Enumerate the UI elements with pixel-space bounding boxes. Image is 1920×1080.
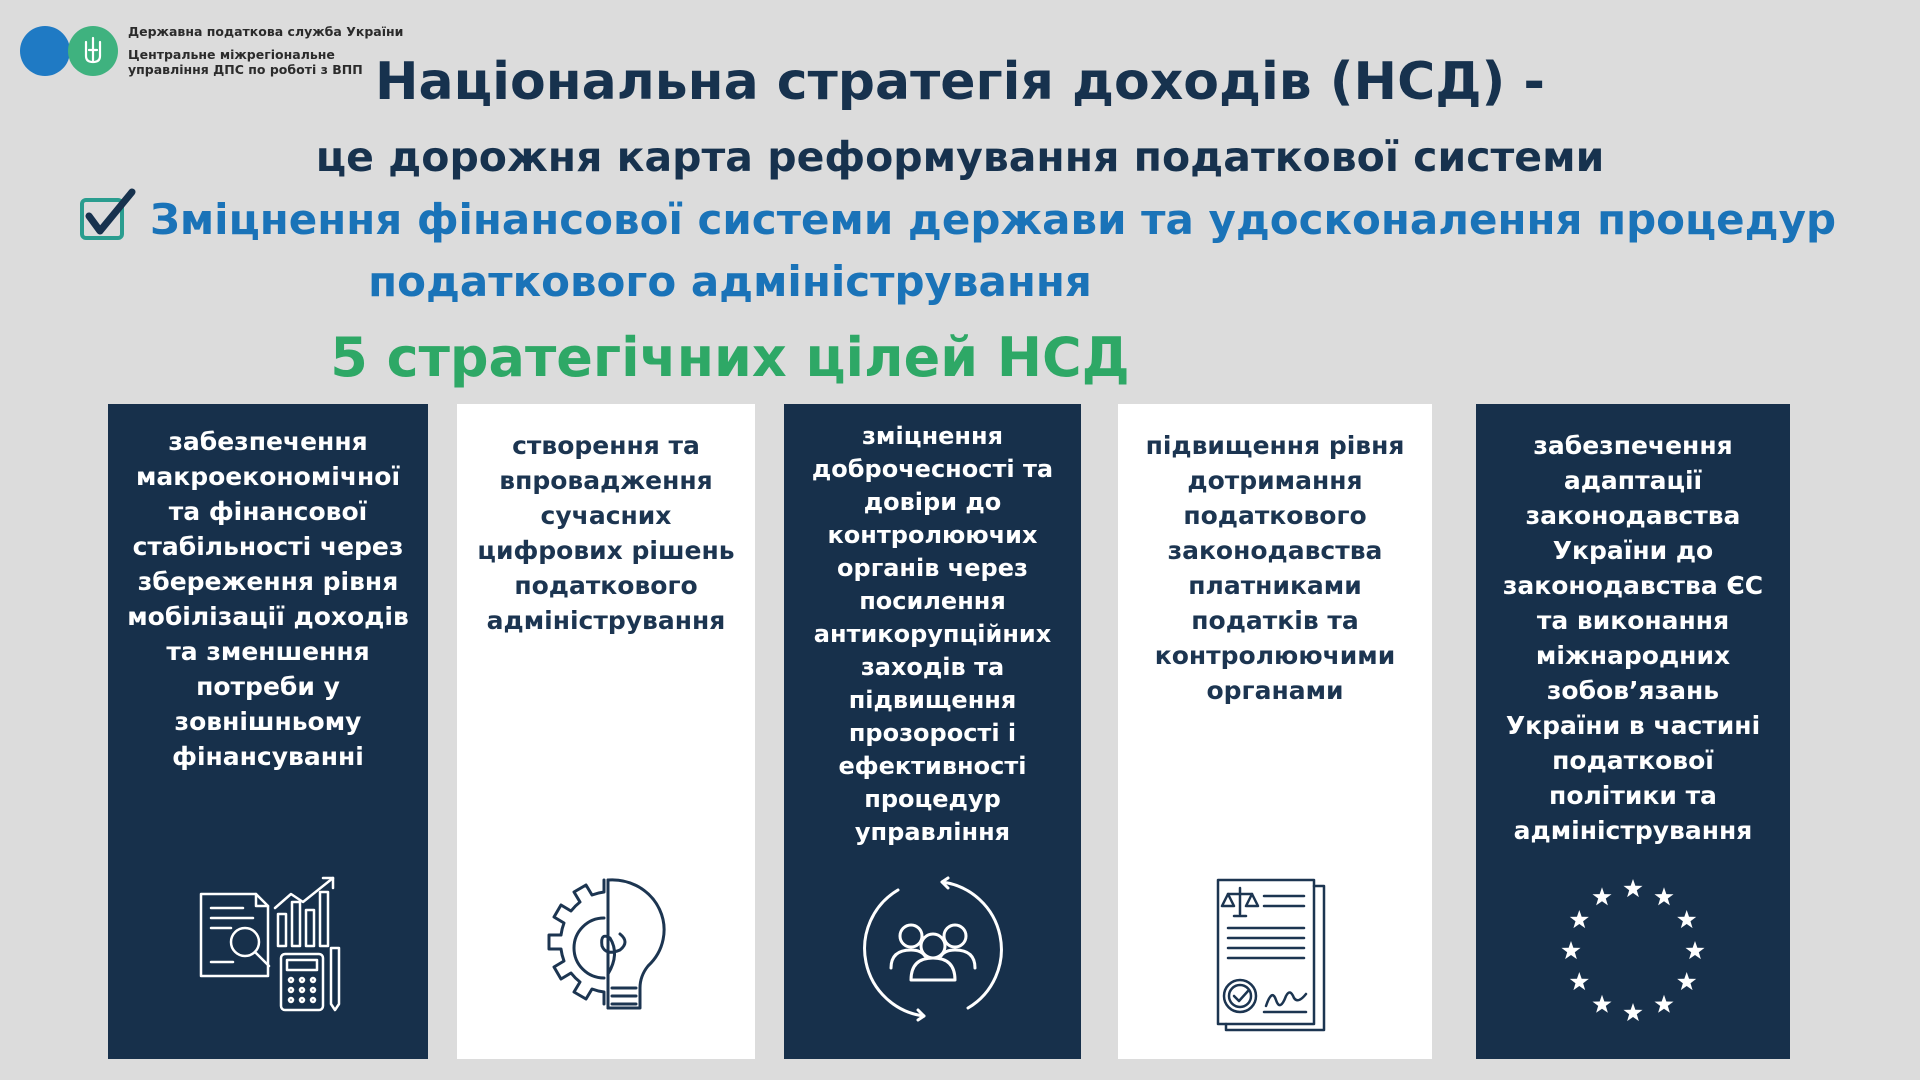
eu-star (1654, 995, 1673, 1013)
goal-text: забезпечення макроекономічної та фінансової стабільності через збереження рівня мобілізації доходів та зменшення потреби у зовнішньому фінансуванні (127, 427, 409, 771)
team-cycle-icon (858, 874, 1008, 1024)
eu-star (1654, 887, 1673, 905)
goal-card-1 (108, 404, 428, 1059)
eu-star (1570, 972, 1589, 990)
eu-star (1685, 941, 1704, 959)
goals-heading: 5 стратегічних цілей НСД (330, 326, 1130, 389)
eu-star (1561, 941, 1580, 959)
eu-stars-icon (1558, 876, 1708, 1026)
goal-card-5 (1476, 404, 1790, 1059)
goal-text: зміцнення доброчесності та довіри до контролюючих органів через посилення антикорупційних заходів та підвищення прозорості і ефективності процедур управління (811, 422, 1054, 846)
eu-star (1570, 910, 1589, 928)
eu-star (1623, 879, 1642, 897)
goal-card-2 (457, 404, 755, 1059)
eu-star (1623, 1003, 1642, 1021)
legal-document-icon (1210, 874, 1340, 1034)
goal-text: підвищення рівня дотримання податкового законодавства платниками податків та контролюючими органами (1145, 431, 1405, 705)
goal-card-3 (784, 404, 1081, 1059)
eu-star (1677, 910, 1696, 928)
org-department: Центральне міжрегіональне управління ДПС по роботі з ВПП (128, 47, 363, 77)
org-name: Державна податкова служба України (128, 24, 404, 39)
gear-lightbulb-icon (536, 874, 676, 1024)
subtitle-line1: Зміцнення фінансової системи держави та удосконалення процедур (150, 195, 1837, 244)
eu-star (1592, 887, 1611, 905)
page-title: Національна стратегія доходів (НСД) - (375, 52, 1545, 112)
goal-card-4 (1118, 404, 1432, 1059)
subtitle-line2: податкового адміністрування (368, 257, 1092, 306)
goal-text: створення та впровадження сучасних цифрових рішень податкового адміністрування (477, 431, 735, 635)
eu-star (1677, 972, 1696, 990)
page-title-line2: це дорожня карта реформування податкової системи (315, 133, 1605, 181)
goal-text: забезпечення адаптації законодавства України до законодавства ЄС та виконання міжнародних зобов’язань України в частині податкової політики та адміністрування (1502, 431, 1764, 845)
checkbox-check-icon (80, 188, 140, 246)
eu-star (1592, 995, 1611, 1013)
finance-analytics-icon (193, 874, 343, 1014)
